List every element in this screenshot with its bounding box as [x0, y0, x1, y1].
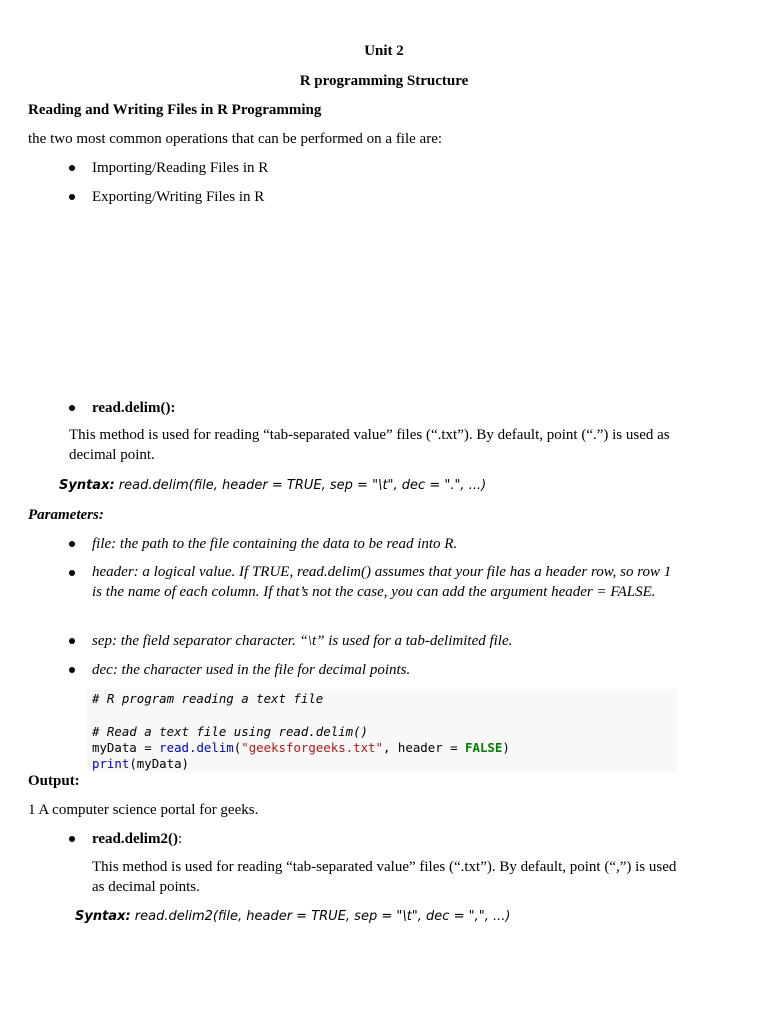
output-text: 1 A computer science portal for geeks.	[28, 802, 259, 818]
syntax-body: read.delim2(file, header = TRUE, sep = "\t", dec = ",", ...)	[130, 909, 511, 924]
code-comment: # R program reading a text file	[92, 691, 324, 706]
code-line-assign: myData = read.delim("geeksforgeeks.txt", header = FALSE)	[92, 740, 510, 755]
intro-text: the two most common operations that can be performed on a file are:	[28, 131, 443, 147]
delim2-syntax	[75, 907, 510, 927]
syntax-label: Syntax:	[59, 478, 115, 493]
param-dec: dec: the character used in the file for decimal points.	[92, 662, 411, 678]
delim2-description: This method is used for reading “tab-separated value” files (“.txt”). By default, point (“,”) is used as decimal points.	[92, 859, 677, 895]
bullet-dot	[69, 638, 75, 644]
op-item-export: Exporting/Writing Files in R	[92, 189, 265, 205]
bullet-dot	[69, 541, 75, 547]
code-line-print: print(myData)	[92, 756, 189, 771]
delim-syntax	[59, 476, 486, 496]
bullet-dot	[69, 405, 75, 411]
param-file: file: the path to the file containing the data to be read into R.	[92, 536, 458, 552]
syntax-label: Syntax:	[75, 909, 131, 924]
section-heading: Reading and Writing Files in R Programming	[28, 102, 322, 118]
unit-title: Unit 2	[364, 43, 404, 59]
page-subtitle: R programming Structure	[299, 73, 469, 89]
op-item-import: Importing/Reading Files in R	[92, 160, 269, 176]
bullet-dot	[69, 570, 75, 576]
parameters-heading: Parameters:	[28, 507, 104, 523]
delim2-bullet: read.delim2():	[92, 831, 183, 847]
delim-bullet: read.delim():	[92, 400, 176, 416]
bullet-dot	[69, 165, 75, 171]
param-header: header: a logical value. If TRUE, read.delim() assumes that your file has a header row, so row 1 is the name of each column. If that’s not the case, you can add the argument header = FALSE.	[92, 564, 672, 600]
bullet-dot	[69, 194, 75, 200]
bullet-dot	[69, 667, 75, 673]
param-sep: sep: the field separator character. “\t” is used for a tab-delimited file.	[92, 633, 513, 649]
delim-description: This method is used for reading “tab-separated value” files (“.txt”). By default, point (“.”) is used as decimal point.	[69, 427, 670, 463]
code-comment: # Read a text file using read.delim()	[92, 724, 369, 739]
output-heading: Output:	[28, 773, 80, 789]
bullet-dot	[69, 836, 75, 842]
code-block	[87, 689, 677, 773]
syntax-body: read.delim(file, header = TRUE, sep = "\t", dec = ".", ...)	[114, 478, 487, 493]
